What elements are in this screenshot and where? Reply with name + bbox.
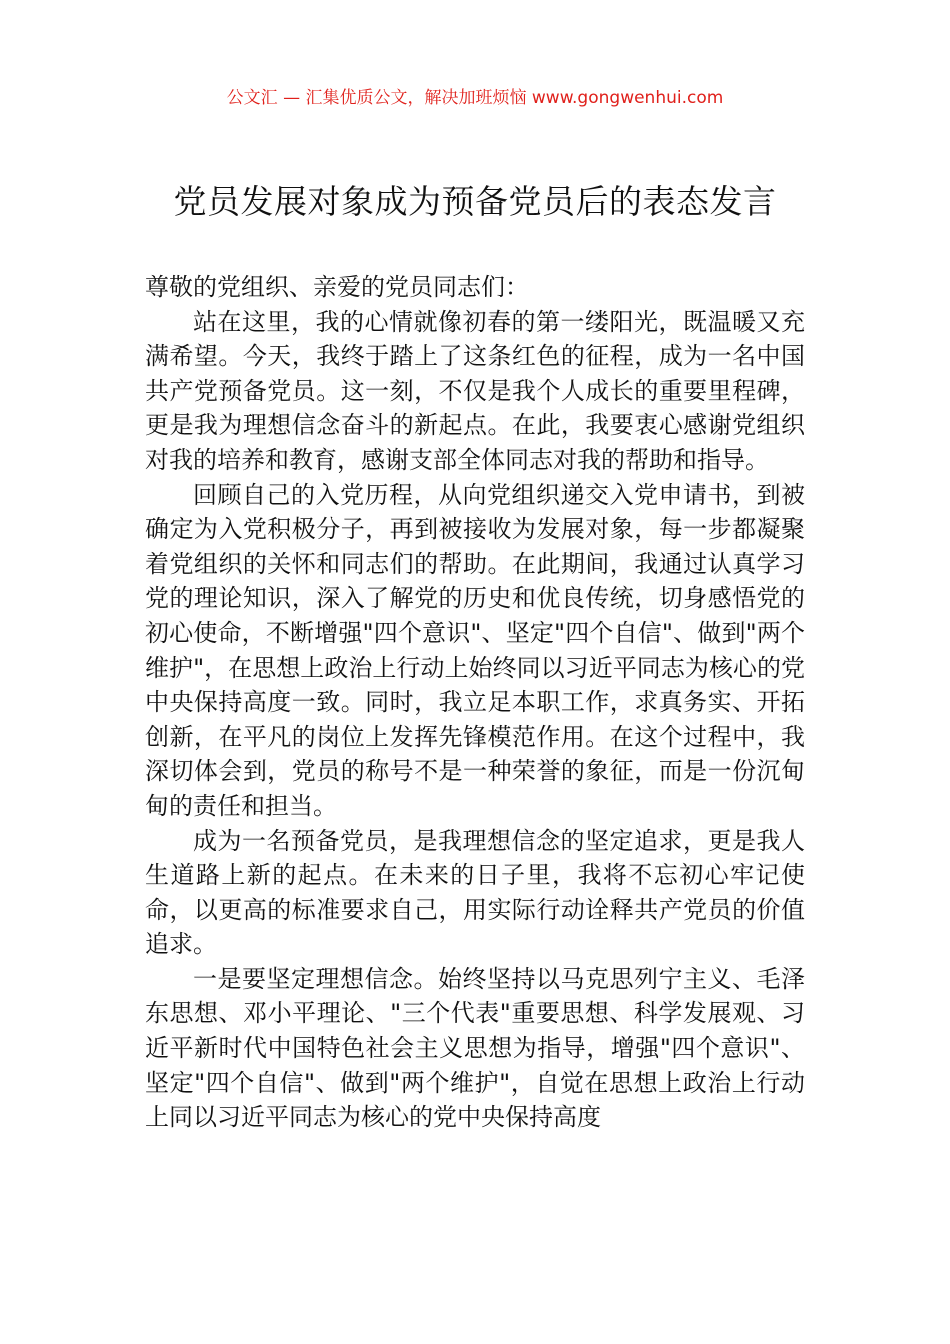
document-body xyxy=(145,270,805,1135)
document-title: 党员发展对象成为预备党员后的表态发言 xyxy=(173,182,777,221)
paragraph-1: 站在这里，我的心情就像初春的第一缕阳光，既温暖又充满希望。今天，我终于踏上了这条红色的征程，成为一名中国共产党预备党员。这一刻，不仅是我个人成长的重要里程碑，更是我为理想信念奋斗的新起点。在此，我要衷心感谢党组织对我的培养和教育，感谢支部全体同志对我的帮助和指导。 xyxy=(145,307,805,474)
header-banner: 公文汇 — 汇集优质公文，解决加班烦恼 www.gongwenhui.com xyxy=(226,88,724,108)
paragraph-3: 成为一名预备党员，是我理想信念的坚定追求，更是我人生道路上新的起点。在未来的日子里，我将不忘初心牢记使命，以更高的标准要求自己，用实际行动诠释共产党员的价值追求。 xyxy=(145,826,805,959)
paragraph-2: 回顾自己的入党历程，从向党组织递交入党申请书，到被确定为入党积极分子，再到被接收为发展对象，每一步都凝聚着党组织的关怀和同志们的帮助。在此期间，我通过认真学习党的理论知识，深入了解党的历史和优良传统，切身感悟党的初心使命，不断增强"四个意识"、坚定"四个自信"、做到"两个维护"，在思想上政治上行动上始终同以习近平同志为核心的党中央保持高度一致。同时，我立足本职工作，求真务实、开拓创新，在平凡的岗位上发挥先锋模范作用。在这个过程中，我深切体会到，党员的称号不是一种荣誉的象征，而是一份沉甸甸的责任和担当。 xyxy=(145,480,805,820)
salutation: 尊敬的党组织、亲爱的党员同志们： xyxy=(145,273,529,301)
paragraph-4: 一是要坚定理想信念。始终坚持以马克思列宁主义、毛泽东思想、邓小平理论、"三个代表"重要思想、科学发展观、习近平新时代中国特色社会主义思想为指导，增强"四个意识"、坚定"四个自信"、做到"两个维护"，自觉在思想上政治上行动上同以习近平同志为核心的党中央保持高度 xyxy=(145,964,805,1132)
